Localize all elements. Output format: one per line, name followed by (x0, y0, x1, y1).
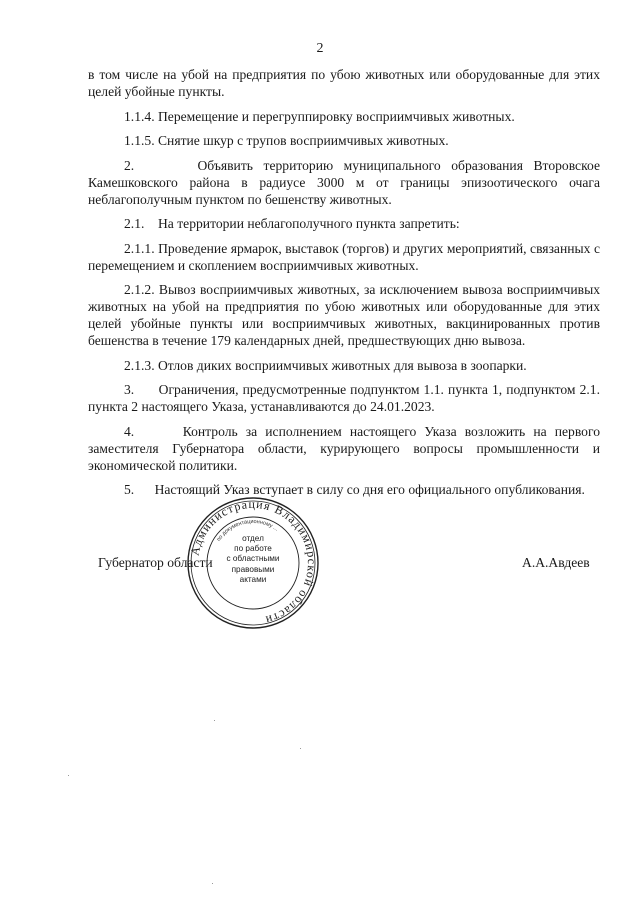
stamp-inner-text: по документационному ... (215, 518, 280, 543)
paragraph: 2.1. На территории неблагополучного пункта запретить: (124, 216, 460, 231)
paragraph: 1.1.5. Снятие шкур с трупов восприимчивых животных. (124, 133, 449, 148)
signatory-title: Губернатор области (98, 555, 213, 570)
stamp-line: по работе (234, 544, 272, 554)
paragraph: 2.1.1. Проведение ярмарок, выставок (торгов) и других мероприятий, связанных с перемещением и скоплением восприимчивых животных. (88, 240, 600, 273)
stamp-line: актами (239, 574, 267, 584)
paragraph: 3. Ограничения, предусмотренные подпунктом 1.1. пункта 1, подпунктом 2.1. пункта 2 настоящего Указа, устанавливаются до 24.01.2023. (88, 382, 600, 414)
stamp-center-text (186, 534, 320, 585)
stamp-line: отдел (242, 534, 264, 543)
paragraph: 5. Настоящий Указ вступает в силу со дня его официального опубликования. (124, 482, 585, 497)
stamp-outer-text: Администрация Владимирской области (187, 496, 320, 628)
stamp-line: правовыми (231, 564, 275, 574)
paragraph: 2. Объявить территорию муниципального образования Второвское Камешковского района в радиусе 3000 м от границы эпизоотического очага неблагополучным пунктом по бешенству животных. (88, 157, 600, 207)
paragraph: 4. Контроль за исполнением настоящего Указа возложить на первого заместителя Губернатора области, курирующего вопросы промышленности и экономической политики. (88, 423, 600, 473)
signatory-name: А.А.Авдеев (522, 555, 590, 570)
document-body (88, 66, 600, 506)
stamp-line: с областными (226, 554, 280, 564)
page-number: 2 (316, 41, 324, 56)
paragraph: в том числе на убой на предприятия по убою животных или оборудованные для этих целей убойные пункты. (88, 67, 600, 99)
paragraph: 2.1.3. Отлов диких восприимчивых животных для вывоза в зоопарки. (124, 357, 527, 373)
paragraph: 1.1.4. Перемещение и перегруппировку восприимчивых животных. (124, 108, 515, 124)
paragraph: 2.1.2. Вывоз восприимчивых животных, за исключением вывоза восприимчивых животных на убой на предприятия по убою животных или оборудованные для этих целей убойные пункты или восприимчивых животных, вакцинированных против бешенства в течение 179 календарных дней, предшествующих дню вывоза. (88, 282, 600, 348)
official-stamp (186, 496, 320, 630)
